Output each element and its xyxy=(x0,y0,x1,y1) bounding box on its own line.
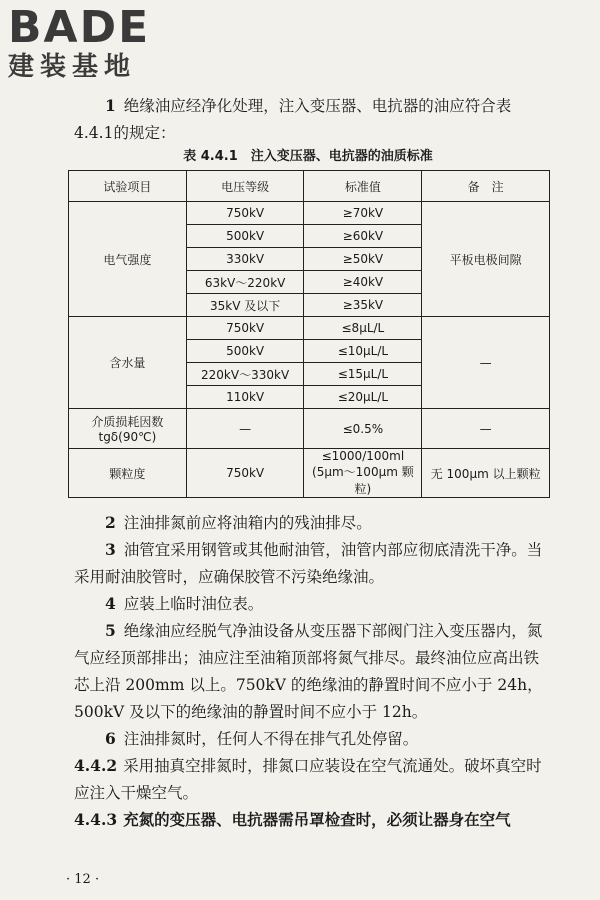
voltage-cell: 750kV xyxy=(186,449,304,498)
value-cell: ≤10μL/L xyxy=(304,340,422,363)
note-cell: 无 100μm 以上颗粒 xyxy=(422,449,550,498)
clause-1 xyxy=(74,92,550,147)
value-cell: ≥50kV xyxy=(304,248,422,271)
section-4-4-2 xyxy=(74,752,550,807)
note-cell: — xyxy=(422,409,550,449)
clause-text: 注油排氮前应将油箱内的残油排尽。 xyxy=(123,514,372,532)
item-water-content: 含水量 xyxy=(69,317,187,409)
voltage-cell: 63kV～220kV xyxy=(186,271,304,294)
clause-3 xyxy=(74,536,550,591)
header-standard-value: 标准值 xyxy=(304,171,422,202)
item-dielectric-strength: 电气强度 xyxy=(69,202,187,317)
value-line: (5μm～100μm 颗粒) xyxy=(312,465,414,496)
table-caption: 表 4.4.1 注入变压器、电抗器的油质标准 xyxy=(183,149,433,164)
clause-text: 绝缘油应经脱气净油设备从变压器下部阀门注入变压器内，氮气应经顶部排出；油应注至油箱顶部将氮气排尽。最终油位应高出铁芯上沿 200mm 以上。750kV 的绝缘油的静置时间不应小于 24h，500kV 及以下的绝缘油的静置时间不应小于 12h。 xyxy=(74,622,543,721)
value-cell xyxy=(304,449,422,498)
clause-number: 4 xyxy=(105,594,116,613)
clause-text: 油管宜采用钢管或其他耐油管，油管内部应彻底清洗干净。当采用耐油胶管时，应确保胶管不污染绝缘油。 xyxy=(74,541,543,586)
section-number: 4.4.2 xyxy=(74,756,118,775)
page-number: · 12 · xyxy=(66,872,100,887)
item-particle-size: 颗粒度 xyxy=(69,449,187,498)
clause-text: 应装上临时油位表。 xyxy=(123,595,264,613)
oil-quality-table xyxy=(68,170,550,498)
header-voltage-level: 电压等级 xyxy=(186,171,304,202)
header-test-item: 试验项目 xyxy=(69,171,187,202)
value-cell: ≥70kV xyxy=(304,202,422,225)
value-cell: ≤0.5% xyxy=(304,409,422,449)
section-number: 4.4.3 xyxy=(74,810,118,829)
clause-2 xyxy=(74,509,550,537)
voltage-cell: 220kV～330kV xyxy=(186,363,304,386)
item-dielectric-loss xyxy=(69,409,187,449)
clause-text: 绝缘油应经净化处理，注入变压器、电抗器的油应符合表4.4.1的规定： xyxy=(74,97,512,142)
value-cell: ≤8μL/L xyxy=(304,317,422,340)
header-remarks: 备 注 xyxy=(422,171,550,202)
section-text: 充氮的变压器、电抗器需吊罩检查时，必须让器身在空气 xyxy=(123,810,511,829)
note-dash: — xyxy=(422,317,550,409)
clause-text: 注油排氮时，任何人不得在排气孔处停留。 xyxy=(123,730,419,748)
section-text: 采用抽真空排氮时，排氮口应装设在空气流通处。破坏真空时应注入干燥空气。 xyxy=(74,757,542,802)
item-line: tgδ(90℃) xyxy=(98,430,157,444)
clause-number: 3 xyxy=(105,540,116,559)
value-line: ≤1000/100ml xyxy=(321,449,405,463)
voltage-cell: — xyxy=(186,409,304,449)
voltage-cell: 330kV xyxy=(186,248,304,271)
table-row xyxy=(69,409,550,449)
clause-4 xyxy=(74,590,550,618)
logo-subtitle: 建装基地 xyxy=(8,52,137,82)
table-row xyxy=(69,317,550,340)
logo-wordmark: BADE xyxy=(8,2,151,53)
note-electrode-gap: 平板电极间隙 xyxy=(422,202,550,317)
voltage-cell: 750kV xyxy=(186,317,304,340)
value-cell: ≤15μL/L xyxy=(304,363,422,386)
voltage-cell: 35kV 及以下 xyxy=(186,294,304,317)
value-cell: ≥35kV xyxy=(304,294,422,317)
clause-5 xyxy=(74,617,550,726)
value-cell: ≤20μL/L xyxy=(304,386,422,409)
bade-logo xyxy=(8,2,151,82)
table-row xyxy=(69,202,550,225)
item-line: 介质损耗因数 xyxy=(91,415,164,429)
voltage-cell: 750kV xyxy=(186,202,304,225)
value-cell: ≥40kV xyxy=(304,271,422,294)
table-header-row xyxy=(69,171,550,202)
value-cell: ≥60kV xyxy=(304,225,422,248)
section-4-4-3 xyxy=(74,806,550,833)
voltage-cell: 500kV xyxy=(186,340,304,363)
clause-number: 6 xyxy=(105,729,116,748)
table-row xyxy=(69,449,550,498)
clause-6 xyxy=(74,725,550,753)
clause-number: 1 xyxy=(105,96,116,115)
clause-number: 2 xyxy=(105,513,116,532)
voltage-cell: 110kV xyxy=(186,386,304,409)
clause-number: 5 xyxy=(105,621,116,640)
voltage-cell: 500kV xyxy=(186,225,304,248)
